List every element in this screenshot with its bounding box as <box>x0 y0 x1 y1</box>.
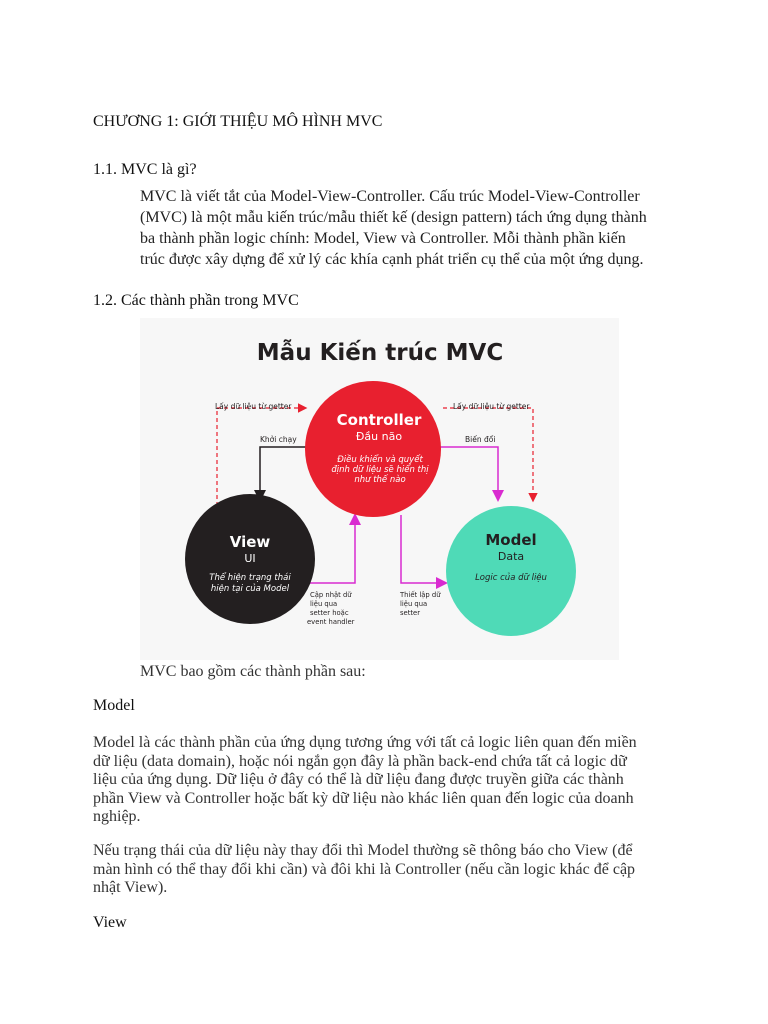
components-intro: MVC bao gồm các thành phần sau: <box>140 663 366 680</box>
section-heading-1-1: 1.1. MVC là gì? <box>93 161 197 178</box>
controller-desc-line: như thế nào <box>354 475 406 485</box>
paragraph-line: nghiệp. <box>93 808 141 825</box>
mvc-diagram-svg <box>140 318 619 660</box>
model-circle <box>446 506 576 636</box>
section-1-1-paragraph <box>140 186 680 270</box>
paragraph-line: Model là các thành phần của ứng dụng tương ứng với tất cả logic liên quan đến miền <box>93 734 637 751</box>
model-heading: Model <box>93 697 135 714</box>
controller-desc-line: Điều khiển và quyết <box>337 455 423 465</box>
model-subtitle: Data <box>497 550 525 563</box>
getter-arrow-right <box>443 408 533 500</box>
model-paragraph-1 <box>93 734 673 827</box>
paragraph-line: Nếu trạng thái của dữ liệu này thay đổi thì Model thường sẽ thông báo cho View (để <box>93 842 633 859</box>
label-setup-line: Thiết lập dữ <box>400 591 441 599</box>
label-update-line: Cập nhật dữ <box>310 591 352 599</box>
label-update-line: event handler <box>307 618 355 626</box>
model-paragraph-2 <box>93 842 673 898</box>
section-heading-1-2: 1.2. Các thành phần trong MVC <box>93 292 299 309</box>
label-left-getter: Lấy dữ liệu từ getter <box>215 402 292 411</box>
view-desc-line: hiện tại của Model <box>210 584 290 594</box>
controller-circle <box>305 381 441 517</box>
label-start: Khởi chạy <box>260 435 297 444</box>
label-setup-line: setter <box>400 609 421 617</box>
paragraph-line: trúc được xây dựng để xử lý các khía cạnh phát triển cụ thể của một ứng dụng. <box>140 251 644 268</box>
start-arrow <box>260 447 310 499</box>
controller-desc-line: định dữ liệu sẽ hiển thị <box>331 465 429 475</box>
diagram-title: Mẫu Kiến trúc MVC <box>256 340 504 366</box>
view-desc-line: Thể hiện trạng thái <box>209 573 291 583</box>
label-setup-line: liệu qua <box>400 600 428 608</box>
transform-arrow <box>435 447 498 499</box>
controller-name: Controller <box>336 411 422 429</box>
view-subtitle: UI <box>244 552 256 565</box>
model-desc-line: Logic của dữ liệu <box>475 573 547 583</box>
paragraph-line: phần View và Controller hoặc bất kỳ dữ liệu nào khác liên quan đến logic của doanh <box>93 789 634 807</box>
setup-arrow <box>401 515 445 583</box>
controller-subtitle: Đầu não <box>355 430 403 443</box>
paragraph-line: nhật View). <box>93 879 168 896</box>
paragraph-line: dữ liệu (data domain), hoặc nói ngắn gọn đây là phần back-end chứa tất cả logic dữ <box>93 752 627 770</box>
mvc-diagram <box>140 318 619 660</box>
view-name: View <box>229 533 271 551</box>
label-right-getter: Lấy dữ liệu từ getter <box>453 402 530 411</box>
label-transform: Biến đổi <box>465 435 496 444</box>
label-update-line: setter hoặc <box>310 609 349 617</box>
label-update-line: liệu qua <box>310 600 338 608</box>
chapter-title: CHƯƠNG 1: GIỚI THIỆU MÔ HÌNH MVC <box>93 113 383 130</box>
paragraph-line: MVC là viết tắt của Model-View-Controller. Cấu trúc Model-View-Controller <box>140 188 640 205</box>
paragraph-line: liệu của ứng dụng. Dữ liệu ở đây có thể là dữ liệu đang được truyền giữa các thành <box>93 771 624 788</box>
view-heading: View <box>93 914 127 931</box>
model-name: Model <box>485 531 537 549</box>
getter-arrow-left <box>217 408 305 506</box>
paragraph-line: (MVC) là một mẫu kiến trúc/mẫu thiết kế (design pattern) tách ứng dụng thành <box>140 209 647 226</box>
paragraph-line: ba thành phần logic chính: Model, View và Controller. Mỗi thành phần kiến <box>140 230 626 247</box>
paragraph-line: màn hình có thể thay đổi khi cần) và đôi khi là Controller (nếu cần logic khác để cập <box>93 860 636 878</box>
